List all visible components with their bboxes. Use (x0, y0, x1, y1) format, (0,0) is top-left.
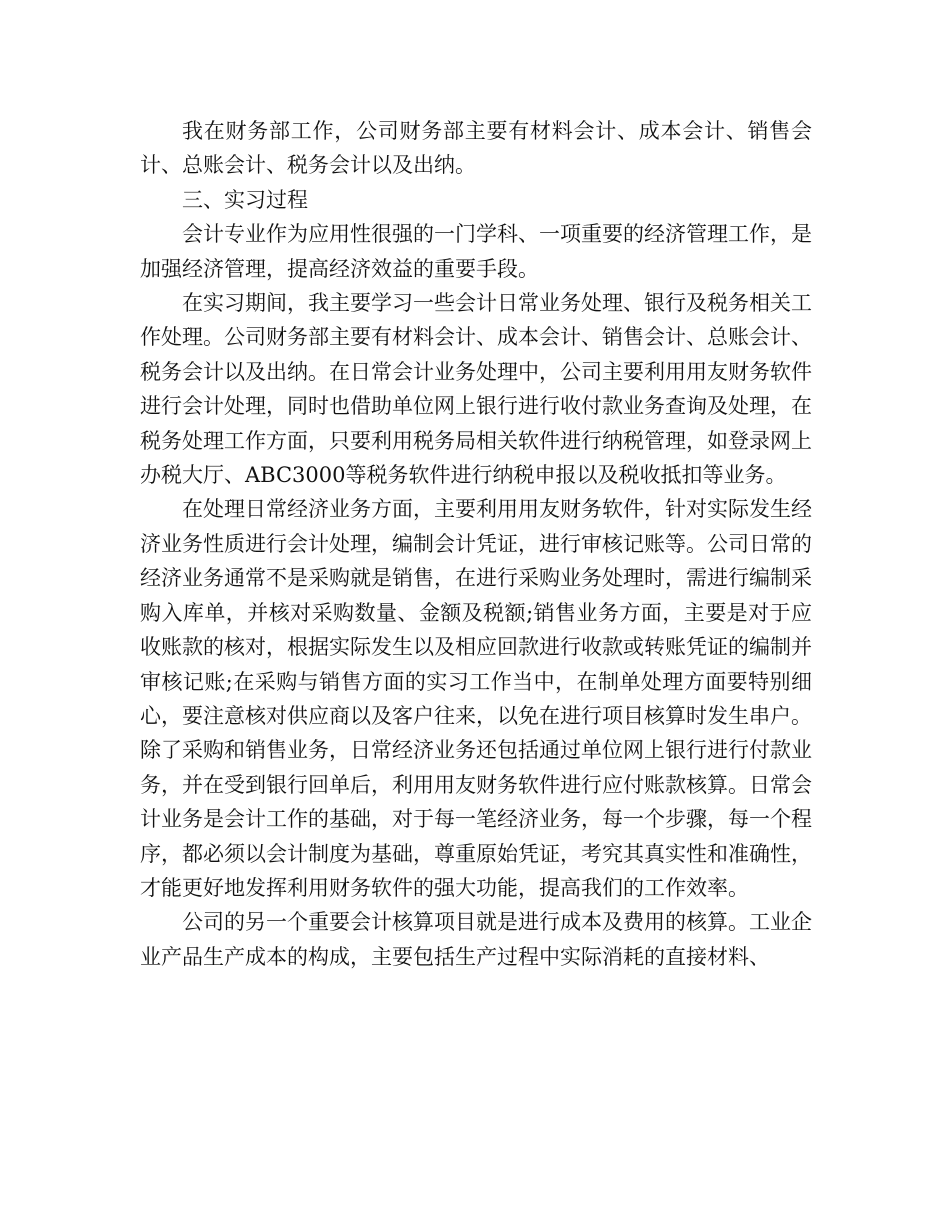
section-heading-internship-process: 三、实习过程 (182, 187, 308, 212)
paragraph-cost-accounting: 公司的另一个重要会计核算项目就是进行成本及费用的核算。工业企业产品生产成本的构成，主要包括生产过程中实际消耗的直接材料、 (140, 910, 812, 969)
paragraph-daily-business: 在处理日常经济业务方面，主要利用用友财务软件，针对实际发生经济业务性质进行会计处理，编制会计凭证，进行审核记账等。公司日常的经济业务通常不是采购就是销售，在进行采购业务处理时，需进行编制采购入库单，并核对采购数量、金额及税额;销售业务方面，主要是对于应收账款的核对，根据实际发生以及相应回款进行收款或转账凭证的编制并审核记账;在采购与销售方面的实习工作当中，在制单处理方面要特别细心，要注意核对供应商以及客户往来，以免在进行项目核算时发生串户。除了采购和销售业务，日常经济业务还包括通过单位网上银行进行付款业务，并在受到银行回单后，利用用友财务软件进行应付账款核算。日常会计业务是会计工作的基础，对于每一笔经济业务，每一个步骤，每一个程序，都必须以会计制度为基础，尊重原始凭证，考究其真实性和准确性，才能更好地发挥利用财务软件的强大功能，提高我们的工作效率。 (140, 497, 812, 900)
paragraph-accounting-major: 会计专业作为应用性很强的一门学科、一项重要的经济管理工作，是加强经济管理，提高经济效益的重要手段。 (140, 222, 812, 281)
paragraph-department: 我在财务部工作，公司财务部主要有材料会计、成本会计、销售会计、总账会计、税务会计以及出纳。 (140, 119, 812, 178)
paragraph-internship-period: 在实习期间，我主要学习一些会计日常业务处理、银行及税务相关工作处理。公司财务部主要有材料会计、成本会计、销售会计、总账会计、税务会计以及出纳。在日常会计业务处理中，公司主要利用用友财务软件进行会计处理，同时也借助单位网上银行进行收付款业务查询及处理，在税务处理工作方面，只要利用税务局相关软件进行纳税管理，如登录网上办税大厅、ABC3000等税务软件进行纳税申报以及税收抵扣等业务。 (140, 291, 812, 488)
document-page (140, 114, 812, 974)
